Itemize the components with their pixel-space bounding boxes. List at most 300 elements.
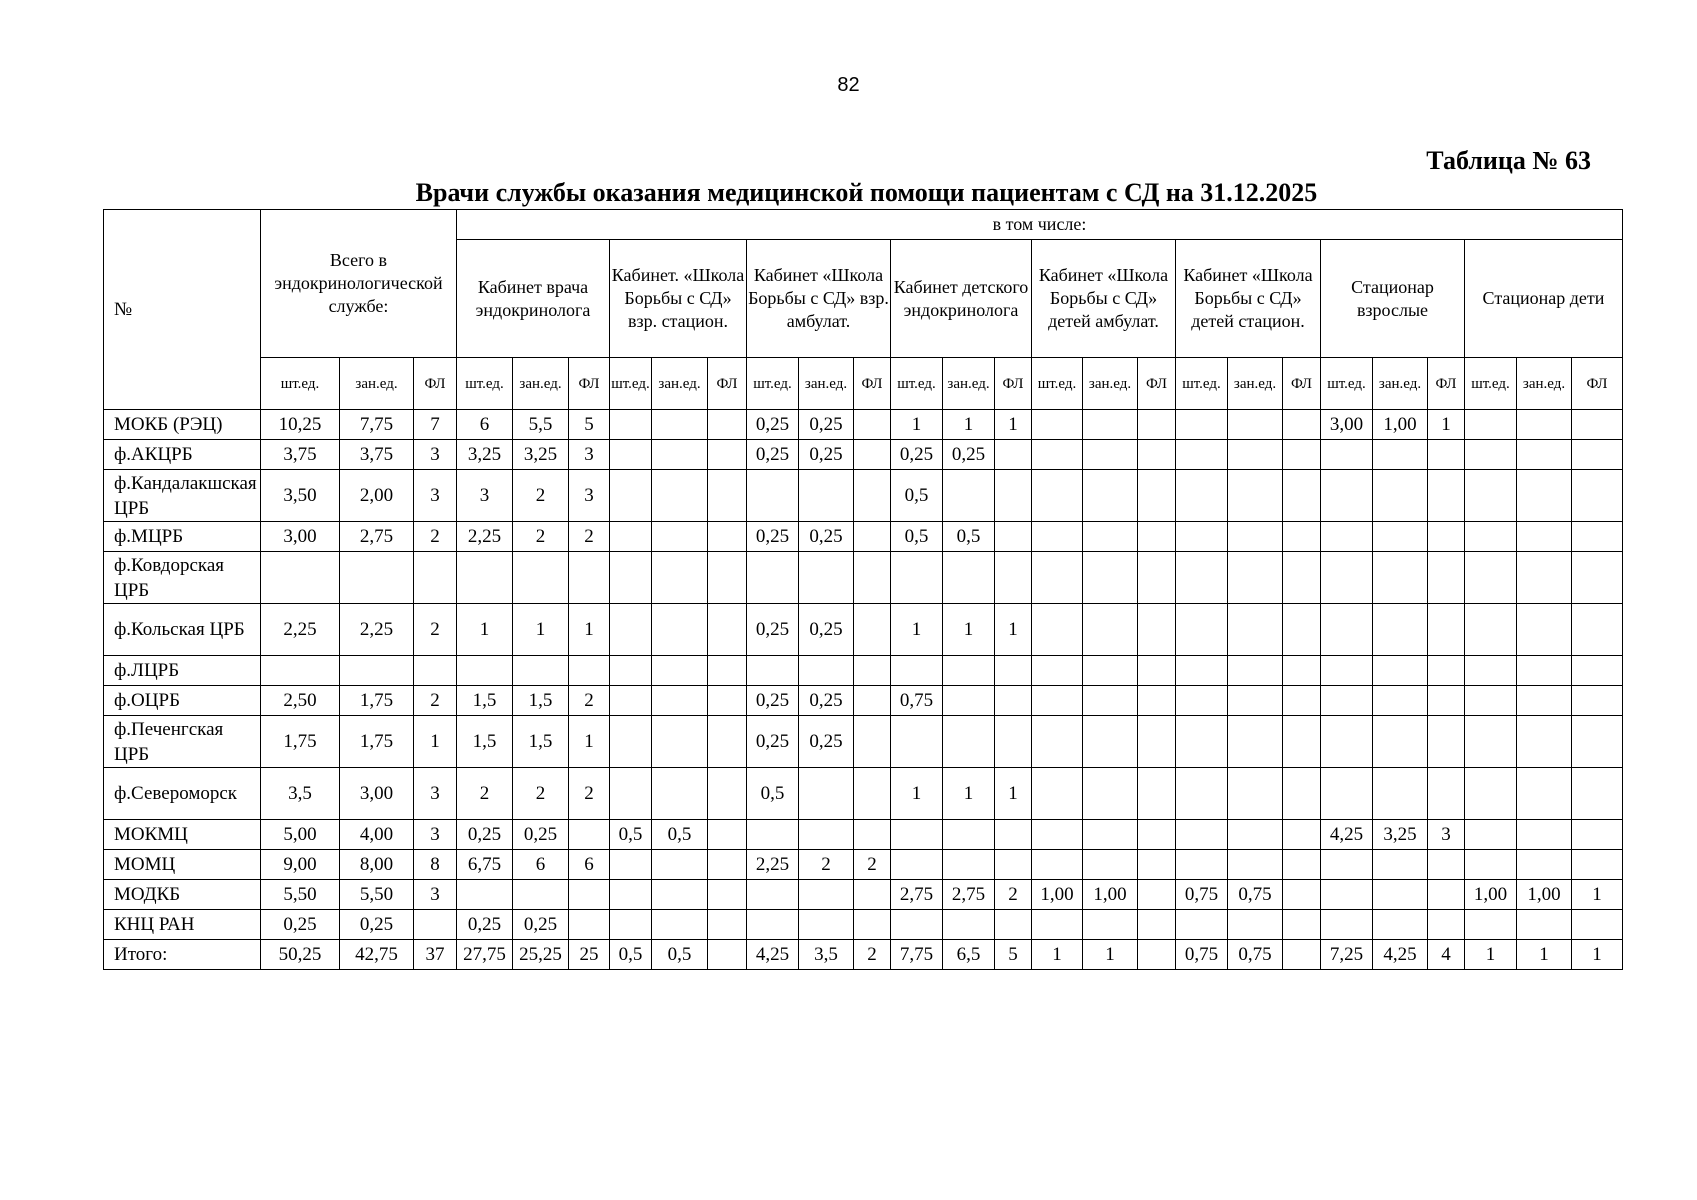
table-cell <box>943 820 995 850</box>
table-cell <box>1465 470 1517 522</box>
table-cell <box>1283 686 1321 716</box>
table-cell: 3,25 <box>457 440 513 470</box>
table-cell <box>1572 410 1623 440</box>
table-cell <box>1572 522 1623 552</box>
table-cell <box>1228 820 1283 850</box>
table-cell <box>1465 656 1517 686</box>
table-cell: 5 <box>569 410 610 440</box>
table-cell: 0,75 <box>1176 940 1228 970</box>
table-cell <box>943 470 995 522</box>
table-cell: 37 <box>414 940 457 970</box>
table-cell: 1 <box>995 604 1032 656</box>
table-cell: 2,25 <box>261 604 340 656</box>
table-cell <box>799 910 854 940</box>
table-cell: 2,25 <box>340 604 414 656</box>
table-row <box>104 716 1623 768</box>
unit-header: ФЛ <box>708 358 747 410</box>
table-cell <box>652 522 708 552</box>
table-cell <box>1283 522 1321 552</box>
table-cell <box>1176 604 1228 656</box>
table-cell <box>1083 410 1138 440</box>
table-cell: 1,00 <box>1032 880 1083 910</box>
table-cell <box>1176 522 1228 552</box>
table-cell: 2 <box>569 686 610 716</box>
table-cell: 2,75 <box>943 880 995 910</box>
unit-header: зан.ед. <box>799 358 854 410</box>
table-cell <box>1032 910 1083 940</box>
doctors-table <box>103 209 1623 970</box>
table-cell <box>414 910 457 940</box>
table-cell <box>1428 686 1465 716</box>
table-cell <box>1517 716 1572 768</box>
table-cell <box>1283 850 1321 880</box>
header-group: Кабинет «Школа Борьбы с СД» взр. амбулат. <box>747 240 891 358</box>
table-cell <box>1321 910 1373 940</box>
table-cell <box>1138 910 1176 940</box>
table-cell <box>1032 552 1083 604</box>
table-cell <box>1373 656 1428 686</box>
table-cell: 2 <box>513 522 569 552</box>
table-cell: 1,75 <box>340 716 414 768</box>
table-cell <box>1465 410 1517 440</box>
table-cell <box>1083 522 1138 552</box>
table-cell <box>854 910 891 940</box>
table-cell <box>1138 522 1176 552</box>
row-name: ф.Печенгская ЦРБ <box>104 716 261 768</box>
unit-header: шт.ед. <box>261 358 340 410</box>
table-cell <box>1373 850 1428 880</box>
table-cell <box>1228 656 1283 686</box>
unit-header: зан.ед. <box>513 358 569 410</box>
table-cell <box>1572 768 1623 820</box>
table-cell: 7,75 <box>891 940 943 970</box>
table-cell: 5 <box>995 940 1032 970</box>
table-cell <box>610 552 652 604</box>
table-row <box>104 768 1623 820</box>
table-cell <box>1517 686 1572 716</box>
header-group: Стационар дети <box>1465 240 1623 358</box>
table-cell <box>610 850 652 880</box>
table-row <box>104 686 1623 716</box>
header-group: Кабинет врача эндокринолога <box>457 240 610 358</box>
table-cell <box>1176 716 1228 768</box>
table-cell: 0,5 <box>652 820 708 850</box>
table-cell: 2 <box>457 768 513 820</box>
table-cell: 2 <box>854 850 891 880</box>
table-cell <box>799 552 854 604</box>
row-name: КНЦ РАН <box>104 910 261 940</box>
table-cell <box>1228 910 1283 940</box>
table-cell <box>1373 522 1428 552</box>
table-cell <box>1517 850 1572 880</box>
table-cell: 0,25 <box>799 410 854 440</box>
table-cell: 3,5 <box>261 768 340 820</box>
table-cell <box>1428 880 1465 910</box>
table-cell <box>1517 410 1572 440</box>
table-cell <box>1176 910 1228 940</box>
table-cell <box>995 686 1032 716</box>
table-cell: 2 <box>799 850 854 880</box>
table-cell <box>1465 552 1517 604</box>
table-cell: 2 <box>414 686 457 716</box>
table-cell <box>610 656 652 686</box>
table-cell: 3,75 <box>340 440 414 470</box>
table-cell <box>1083 910 1138 940</box>
table-cell <box>1283 440 1321 470</box>
unit-header: ФЛ <box>1428 358 1465 410</box>
table-cell <box>261 552 340 604</box>
table-cell <box>1428 604 1465 656</box>
unit-header: зан.ед. <box>1373 358 1428 410</box>
table-cell: 6 <box>513 850 569 880</box>
table-cell: 1,00 <box>1465 880 1517 910</box>
table-cell <box>1138 604 1176 656</box>
table-cell <box>1373 440 1428 470</box>
table-cell <box>1138 410 1176 440</box>
table-cell: 50,25 <box>261 940 340 970</box>
table-number: Таблица № 63 <box>1426 146 1591 175</box>
table-cell <box>995 820 1032 850</box>
table-cell <box>1032 716 1083 768</box>
table-cell <box>1321 656 1373 686</box>
table-cell <box>1373 604 1428 656</box>
table-cell: 2,25 <box>747 850 799 880</box>
table-cell <box>1428 522 1465 552</box>
unit-header: зан.ед. <box>1517 358 1572 410</box>
page-number: 82 <box>837 74 860 96</box>
table-cell <box>891 552 943 604</box>
table-cell: 1 <box>1517 940 1572 970</box>
table-cell <box>1465 440 1517 470</box>
table-cell <box>799 768 854 820</box>
table-cell <box>799 470 854 522</box>
table-cell <box>1572 716 1623 768</box>
table-cell <box>610 470 652 522</box>
table-cell: 1,5 <box>457 716 513 768</box>
unit-header: шт.ед. <box>891 358 943 410</box>
row-name: МОКМЦ <box>104 820 261 850</box>
unit-header: шт.ед. <box>610 358 652 410</box>
table-cell: 2 <box>513 768 569 820</box>
table-cell <box>854 522 891 552</box>
table-cell: 0,25 <box>799 522 854 552</box>
table-cell: 1,00 <box>1373 410 1428 440</box>
table-cell <box>1138 880 1176 910</box>
header-including: в том числе: <box>457 210 1623 240</box>
table-cell <box>1283 910 1321 940</box>
table-cell <box>891 656 943 686</box>
table-cell: 6,5 <box>943 940 995 970</box>
table-cell <box>1138 440 1176 470</box>
table-cell <box>652 716 708 768</box>
table-cell <box>1083 850 1138 880</box>
table-cell <box>891 716 943 768</box>
row-name: ф.Ковдорская ЦРБ <box>104 552 261 604</box>
table-cell <box>1083 552 1138 604</box>
table-cell <box>1517 440 1572 470</box>
table-cell: 0,5 <box>610 820 652 850</box>
table-cell: 3,00 <box>1321 410 1373 440</box>
table-cell: 3 <box>414 768 457 820</box>
table-cell: 3,00 <box>340 768 414 820</box>
unit-header: зан.ед. <box>340 358 414 410</box>
table-cell <box>891 910 943 940</box>
table-cell <box>569 880 610 910</box>
table-cell: 2,25 <box>457 522 513 552</box>
table-cell <box>1321 522 1373 552</box>
table-cell <box>1228 522 1283 552</box>
table-cell <box>457 880 513 910</box>
table-cell: 8,00 <box>340 850 414 880</box>
table-cell <box>1373 880 1428 910</box>
table-cell <box>1032 440 1083 470</box>
table-cell <box>1283 940 1321 970</box>
table-cell <box>1465 522 1517 552</box>
table-cell <box>708 910 747 940</box>
table-cell <box>261 656 340 686</box>
table-cell <box>1517 768 1572 820</box>
table-cell <box>1176 470 1228 522</box>
table-cell <box>652 470 708 522</box>
table-cell: 3 <box>414 820 457 850</box>
table-cell <box>1321 552 1373 604</box>
table-cell <box>1283 880 1321 910</box>
table-cell <box>1572 686 1623 716</box>
header-group: Стационар взрослые <box>1321 240 1465 358</box>
table-cell <box>1138 768 1176 820</box>
table-cell <box>1572 440 1623 470</box>
table-cell <box>1083 656 1138 686</box>
table-cell: 1,00 <box>1517 880 1572 910</box>
table-cell: 2 <box>414 604 457 656</box>
table-cell <box>747 910 799 940</box>
table-cell <box>708 940 747 970</box>
table-cell <box>708 552 747 604</box>
unit-header: ФЛ <box>414 358 457 410</box>
table-cell <box>1283 768 1321 820</box>
table-cell: 1,75 <box>261 716 340 768</box>
table-cell: 7,75 <box>340 410 414 440</box>
table-cell: 4,00 <box>340 820 414 850</box>
table-cell: 0,5 <box>891 522 943 552</box>
table-cell <box>457 656 513 686</box>
table-cell <box>747 880 799 910</box>
table-row <box>104 552 1623 604</box>
table-cell: 2 <box>513 470 569 522</box>
table-cell <box>457 552 513 604</box>
table-cell <box>891 820 943 850</box>
table-cell <box>708 686 747 716</box>
table-cell: 0,25 <box>457 820 513 850</box>
table-cell <box>1283 552 1321 604</box>
table-cell: 0,25 <box>799 440 854 470</box>
table-cell <box>854 656 891 686</box>
table-cell <box>1083 686 1138 716</box>
table-row <box>104 910 1623 940</box>
table-cell <box>340 656 414 686</box>
unit-header: шт.ед. <box>1321 358 1373 410</box>
table-row <box>104 656 1623 686</box>
table-cell <box>610 604 652 656</box>
table-cell <box>1228 768 1283 820</box>
unit-header: шт.ед. <box>1176 358 1228 410</box>
table-cell: 0,75 <box>1228 940 1283 970</box>
table-cell <box>1228 552 1283 604</box>
unit-header: шт.ед. <box>457 358 513 410</box>
table-cell <box>610 716 652 768</box>
table-cell: 1 <box>457 604 513 656</box>
table-cell <box>652 604 708 656</box>
table-cell: 1,5 <box>513 716 569 768</box>
unit-header: ФЛ <box>995 358 1032 410</box>
table-cell: 0,5 <box>747 768 799 820</box>
table-cell <box>569 820 610 850</box>
table-cell: 3 <box>569 440 610 470</box>
header-total: Всего в эндокринологической службе: <box>261 210 457 358</box>
table-cell <box>1428 716 1465 768</box>
table-row <box>104 410 1623 440</box>
table-cell: 1 <box>995 768 1032 820</box>
table-cell: 0,5 <box>610 940 652 970</box>
table-cell <box>995 910 1032 940</box>
table-cell <box>747 820 799 850</box>
table-cell: 4,25 <box>1373 940 1428 970</box>
table-cell <box>513 880 569 910</box>
table-cell <box>1032 686 1083 716</box>
table-cell <box>995 440 1032 470</box>
row-name: МОКБ (РЭЦ) <box>104 410 261 440</box>
table-cell: 1 <box>943 768 995 820</box>
table-cell <box>1373 910 1428 940</box>
table-cell: 2,50 <box>261 686 340 716</box>
table-cell <box>1517 656 1572 686</box>
table-cell: 1 <box>891 410 943 440</box>
row-name: Итого: <box>104 940 261 970</box>
table-cell <box>708 410 747 440</box>
table-cell <box>652 850 708 880</box>
table-cell: 0,25 <box>513 820 569 850</box>
unit-header: шт.ед. <box>1465 358 1517 410</box>
table-cell <box>943 850 995 880</box>
table-cell <box>1283 470 1321 522</box>
table-cell: 3 <box>569 470 610 522</box>
table-cell <box>854 716 891 768</box>
table-cell: 0,25 <box>747 686 799 716</box>
table-cell <box>995 850 1032 880</box>
header-group: Кабинет детского эндокринолога <box>891 240 1032 358</box>
table-cell <box>1373 552 1428 604</box>
table-cell: 3,25 <box>1373 820 1428 850</box>
table-cell: 0,5 <box>891 470 943 522</box>
table-cell: 1 <box>891 768 943 820</box>
unit-header: ФЛ <box>854 358 891 410</box>
table-cell: 0,25 <box>457 910 513 940</box>
table-cell <box>610 440 652 470</box>
table-cell <box>943 686 995 716</box>
table-cell <box>1228 686 1283 716</box>
table-cell: 0,25 <box>261 910 340 940</box>
table-cell <box>1428 470 1465 522</box>
table-cell: 5,00 <box>261 820 340 850</box>
table-cell <box>1032 768 1083 820</box>
table-row <box>104 604 1623 656</box>
table-cell <box>854 768 891 820</box>
unit-header: зан.ед. <box>1228 358 1283 410</box>
table-cell <box>799 820 854 850</box>
table-cell: 3 <box>414 470 457 522</box>
table-cell <box>610 768 652 820</box>
table-cell: 3 <box>414 440 457 470</box>
table-cell <box>1321 880 1373 910</box>
table-cell: 2 <box>414 522 457 552</box>
table-cell: 6 <box>457 410 513 440</box>
table-cell: 3,75 <box>261 440 340 470</box>
table-cell <box>1083 604 1138 656</box>
table-cell <box>854 820 891 850</box>
table-cell: 4 <box>1428 940 1465 970</box>
table-cell <box>569 910 610 940</box>
table-cell <box>610 410 652 440</box>
table-cell <box>1032 470 1083 522</box>
unit-header: ФЛ <box>1283 358 1321 410</box>
table-cell: 1,00 <box>1083 880 1138 910</box>
table-cell <box>708 440 747 470</box>
table-cell: 5,50 <box>340 880 414 910</box>
table-cell <box>708 820 747 850</box>
table-cell <box>747 552 799 604</box>
header-group: Кабинет. «Школа Борьбы с СД» взр. стацион. <box>610 240 747 358</box>
table-cell <box>1176 820 1228 850</box>
table-cell: 3,5 <box>799 940 854 970</box>
table-cell: 3 <box>414 880 457 910</box>
table-cell <box>1572 470 1623 522</box>
table-cell <box>708 656 747 686</box>
unit-header: зан.ед. <box>943 358 995 410</box>
table-cell <box>1283 716 1321 768</box>
row-name: МОМЦ <box>104 850 261 880</box>
table-cell: 1 <box>1083 940 1138 970</box>
table-cell <box>891 850 943 880</box>
table-cell: 1 <box>1032 940 1083 970</box>
row-name: ф.Североморск <box>104 768 261 820</box>
row-name: ф.Кольская ЦРБ <box>104 604 261 656</box>
table-cell: 4,25 <box>1321 820 1373 850</box>
table-cell <box>1228 716 1283 768</box>
table-cell: 1 <box>1465 940 1517 970</box>
table-cell <box>652 686 708 716</box>
table-cell: 1 <box>943 604 995 656</box>
table-cell <box>1321 686 1373 716</box>
table-cell: 2 <box>854 940 891 970</box>
table-cell <box>1428 440 1465 470</box>
table-cell: 27,75 <box>457 940 513 970</box>
table-cell <box>799 880 854 910</box>
table-cell: 10,25 <box>261 410 340 440</box>
unit-header: ФЛ <box>569 358 610 410</box>
table-cell <box>1176 552 1228 604</box>
table-cell <box>1283 820 1321 850</box>
table-cell <box>1228 470 1283 522</box>
table-cell <box>652 552 708 604</box>
table-cell: 3 <box>1428 820 1465 850</box>
table-cell: 1 <box>569 716 610 768</box>
table-cell <box>1083 768 1138 820</box>
table-cell <box>652 656 708 686</box>
table-cell: 1 <box>569 604 610 656</box>
table-cell: 2 <box>569 768 610 820</box>
table-cell <box>610 522 652 552</box>
table-cell <box>1428 850 1465 880</box>
